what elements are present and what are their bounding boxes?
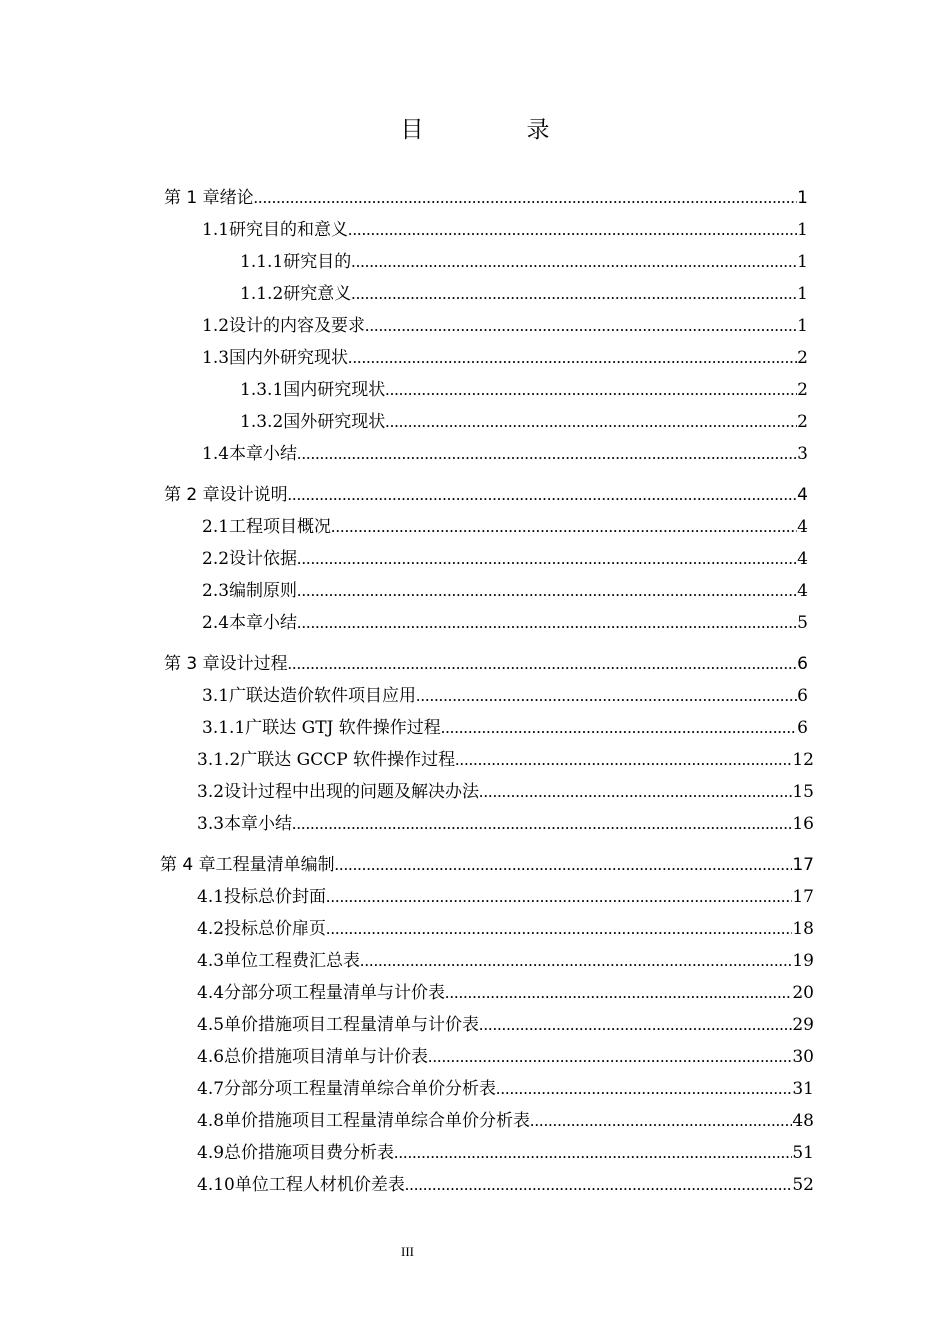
toc-section-entry[interactable]	[202, 217, 808, 241]
toc-dot-leader	[297, 580, 797, 602]
toc-section-entry[interactable]	[202, 715, 808, 739]
toc-dot-leader	[351, 283, 797, 305]
toc-entry-number: 3.1.2	[197, 750, 241, 770]
toc-entry-number: 4.2	[197, 919, 225, 939]
toc-chapter-entry[interactable]	[160, 852, 814, 876]
toc-section-entry[interactable]	[202, 578, 808, 602]
toc-entry-page: 16	[792, 814, 814, 834]
toc-entry-page: 1	[797, 284, 808, 304]
toc-entry-page: 6	[797, 686, 808, 706]
toc-section-entry[interactable]	[202, 546, 808, 570]
toc-section-entry[interactable]	[197, 779, 814, 803]
toc-section-entry[interactable]	[197, 948, 814, 972]
toc-entry-number: 1.2	[202, 316, 230, 336]
toc-entry-page: 12	[792, 750, 814, 770]
toc-dot-leader	[365, 315, 797, 337]
toc-entry-title: 总价措施项目清单与计价表	[224, 1047, 429, 1067]
toc-entry-page: 6	[797, 718, 808, 738]
toc-entry-title: 设计依据	[229, 549, 298, 569]
toc-entry-page: 2	[797, 412, 808, 432]
toc-section-entry[interactable]	[197, 1140, 814, 1164]
toc-entry-title: 研究意义	[283, 284, 352, 304]
toc-section-entry[interactable]	[202, 441, 808, 465]
toc-dot-leader	[455, 749, 792, 771]
toc-entry-page: 31	[792, 1079, 814, 1099]
toc-entry-title: 国内外研究现状	[229, 348, 349, 368]
toc-entry-page: 48	[792, 1111, 814, 1131]
toc-section-entry[interactable]	[197, 1108, 814, 1132]
toc-entry-number: 4.5	[197, 1015, 225, 1035]
toc-entry-number: 3.1	[202, 686, 230, 706]
toc-dot-leader	[348, 219, 797, 241]
toc-entry-title: 广联达 GTJ 软件操作过程	[245, 718, 441, 738]
toc-entry-number: 1.1.2	[240, 284, 284, 304]
toc-entry-page: 6	[797, 654, 808, 674]
toc-dot-leader	[530, 1110, 792, 1132]
toc-entry-title: 分部分项工程量清单综合单价分析表	[224, 1079, 497, 1099]
toc-entry-title: 编制原则	[229, 581, 298, 601]
toc-dot-leader	[288, 484, 798, 506]
toc-entry-page: 18	[792, 919, 814, 939]
toc-entry-page: 4	[797, 485, 808, 505]
toc-section-entry[interactable]	[197, 1172, 814, 1196]
toc-entry-page: 1	[797, 188, 808, 208]
toc-entry-number: 1.4	[202, 444, 230, 464]
toc-entry-title: 本章小结	[229, 444, 298, 464]
toc-section-entry[interactable]	[197, 811, 814, 835]
toc-entry-page: 19	[792, 951, 814, 971]
toc-entry-number: 第 2 章	[164, 485, 220, 505]
toc-entry-title: 工程量清单编制	[215, 855, 335, 875]
toc-entry-number: 第 4 章	[160, 855, 216, 875]
toc-entry-number: 4.6	[197, 1047, 225, 1067]
page-number: III	[401, 1244, 414, 1259]
toc-chapter-entry[interactable]	[164, 185, 808, 209]
toc-entry-page: 20	[792, 983, 814, 1003]
toc-entry-page: 3	[797, 444, 808, 464]
toc-entry-title: 设计过程	[219, 654, 288, 674]
toc-entry-page: 1	[797, 252, 808, 272]
toc-entry-title: 广联达造价软件项目应用	[229, 686, 417, 706]
toc-section-entry[interactable]	[197, 980, 814, 1004]
toc-entry-number: 4.7	[197, 1079, 225, 1099]
toc-dot-leader	[297, 548, 797, 570]
toc-dot-leader	[348, 347, 797, 369]
toc-entry-title: 设计过程中出现的问题及解决办法	[224, 782, 480, 802]
toc-dot-leader	[288, 653, 798, 675]
toc-section-entry[interactable]	[197, 916, 814, 940]
toc-entry-title: 绪论	[219, 188, 254, 208]
toc-section-entry[interactable]	[197, 1044, 814, 1068]
toc-entry-title: 研究目的和意义	[229, 220, 349, 240]
toc-section-entry[interactable]	[197, 1076, 814, 1100]
toc-dot-leader	[331, 516, 797, 538]
toc-section-entry[interactable]	[197, 1012, 814, 1036]
toc-dot-leader	[496, 1078, 792, 1100]
toc-entry-number: 1.1.1	[240, 252, 284, 272]
toc-chapter-entry[interactable]	[164, 651, 808, 675]
toc-dot-leader	[394, 1142, 792, 1164]
toc-entry-title: 国外研究现状	[283, 412, 386, 432]
toc-entry-number: 第 3 章	[164, 654, 220, 674]
toc-dot-leader	[326, 918, 792, 940]
toc-entry-title: 投标总价封面	[224, 887, 327, 907]
toc-entry-number: 1.3.1	[240, 380, 284, 400]
toc-dot-leader	[360, 950, 792, 972]
toc-entry-title: 研究目的	[283, 252, 352, 272]
toc-entry-number: 3.3	[197, 814, 225, 834]
toc-dot-leader	[254, 187, 798, 209]
toc-entry-page: 1	[797, 220, 808, 240]
toc-entry-number: 4.1	[197, 887, 225, 907]
toc-entry-number: 1.1	[202, 220, 230, 240]
toc-section-entry[interactable]	[202, 610, 808, 634]
toc-section-entry[interactable]	[202, 313, 808, 337]
toc-entry-page: 1	[797, 316, 808, 336]
toc-entry-title: 单价措施项目工程量清单综合单价分析表	[224, 1111, 531, 1131]
toc-entry-number: 2.3	[202, 581, 230, 601]
toc-dot-leader	[405, 1174, 793, 1196]
toc-entry-page: 4	[797, 517, 808, 537]
toc-entry-page: 30	[792, 1047, 814, 1067]
toc-dot-leader	[326, 886, 792, 908]
toc-entry-title: 本章小结	[229, 613, 298, 633]
toc-dot-leader	[292, 813, 792, 835]
toc-entry-title: 单位工程人材机价差表	[234, 1175, 405, 1195]
toc-dot-leader	[297, 443, 797, 465]
toc-entry-page: 2	[797, 380, 808, 400]
toc-dot-leader	[351, 251, 797, 273]
toc-entry-number: 1.3	[202, 348, 230, 368]
toc-entry-title: 广联达 GCCP 软件操作过程	[240, 750, 456, 770]
toc-entry-number: 4.10	[197, 1175, 235, 1195]
toc-entry-page: 17	[792, 887, 814, 907]
toc-entry-title: 投标总价扉页	[224, 919, 327, 939]
toc-entry-title: 单位工程费汇总表	[224, 951, 361, 971]
toc-entry-number: 4.9	[197, 1143, 225, 1163]
toc-section-entry[interactable]	[197, 884, 814, 908]
toc-dot-leader	[428, 1046, 792, 1068]
toc-entry-title: 分部分项工程量清单与计价表	[224, 983, 446, 1003]
toc-dot-leader	[335, 854, 793, 876]
toc-entry-number: 2.2	[202, 549, 230, 569]
toc-entry-title: 本章小结	[224, 814, 293, 834]
toc-entry-title: 总价措施项目费分析表	[224, 1143, 395, 1163]
toc-dot-leader	[297, 612, 797, 634]
toc-dot-leader	[479, 1014, 792, 1036]
toc-entry-title: 工程项目概况	[229, 517, 332, 537]
toc-section-entry[interactable]	[202, 514, 808, 538]
toc-entry-page: 15	[792, 782, 814, 802]
toc-entry-number: 3.2	[197, 782, 225, 802]
toc-section-entry[interactable]	[240, 281, 808, 305]
toc-dot-leader	[385, 411, 797, 433]
toc-entry-page: 52	[792, 1175, 814, 1195]
toc-dot-leader	[479, 781, 792, 803]
toc-entry-number: 2.4	[202, 613, 230, 633]
toc-entry-number: 3.1.1	[202, 718, 246, 738]
toc-entry-number: 4.3	[197, 951, 225, 971]
toc-entry-title: 单价措施项目工程量清单与计价表	[224, 1015, 480, 1035]
toc-entry-page: 5	[797, 613, 808, 633]
toc-chapter-entry[interactable]	[164, 482, 808, 506]
toc-dot-leader	[385, 379, 797, 401]
toc-entry-page: 4	[797, 549, 808, 569]
toc-entry-page: 51	[792, 1143, 814, 1163]
toc-entry-page: 4	[797, 581, 808, 601]
toc-entry-title: 国内研究现状	[283, 380, 386, 400]
toc-entry-page: 2	[797, 348, 808, 368]
toc-entry-number: 4.4	[197, 983, 225, 1003]
toc-dot-leader	[416, 685, 797, 707]
toc-entry-number: 第 1 章	[164, 188, 220, 208]
toc-title: 目 录	[400, 117, 590, 143]
toc-entry-page: 29	[792, 1015, 814, 1035]
toc-entry-page: 17	[792, 855, 814, 875]
toc-section-entry[interactable]	[240, 377, 808, 401]
toc-entry-title: 设计的内容及要求	[229, 316, 366, 336]
toc-section-entry[interactable]	[240, 409, 808, 433]
toc-section-entry[interactable]	[202, 345, 808, 369]
toc-entry-number: 1.3.2	[240, 412, 284, 432]
toc-entry-title: 设计说明	[219, 485, 288, 505]
toc-dot-leader	[441, 717, 797, 739]
toc-entry-number: 2.1	[202, 517, 230, 537]
toc-section-entry[interactable]	[197, 747, 814, 771]
toc-section-entry[interactable]	[240, 249, 808, 273]
toc-entry-number: 4.8	[197, 1111, 225, 1131]
toc-section-entry[interactable]	[202, 683, 808, 707]
toc-dot-leader	[445, 982, 792, 1004]
